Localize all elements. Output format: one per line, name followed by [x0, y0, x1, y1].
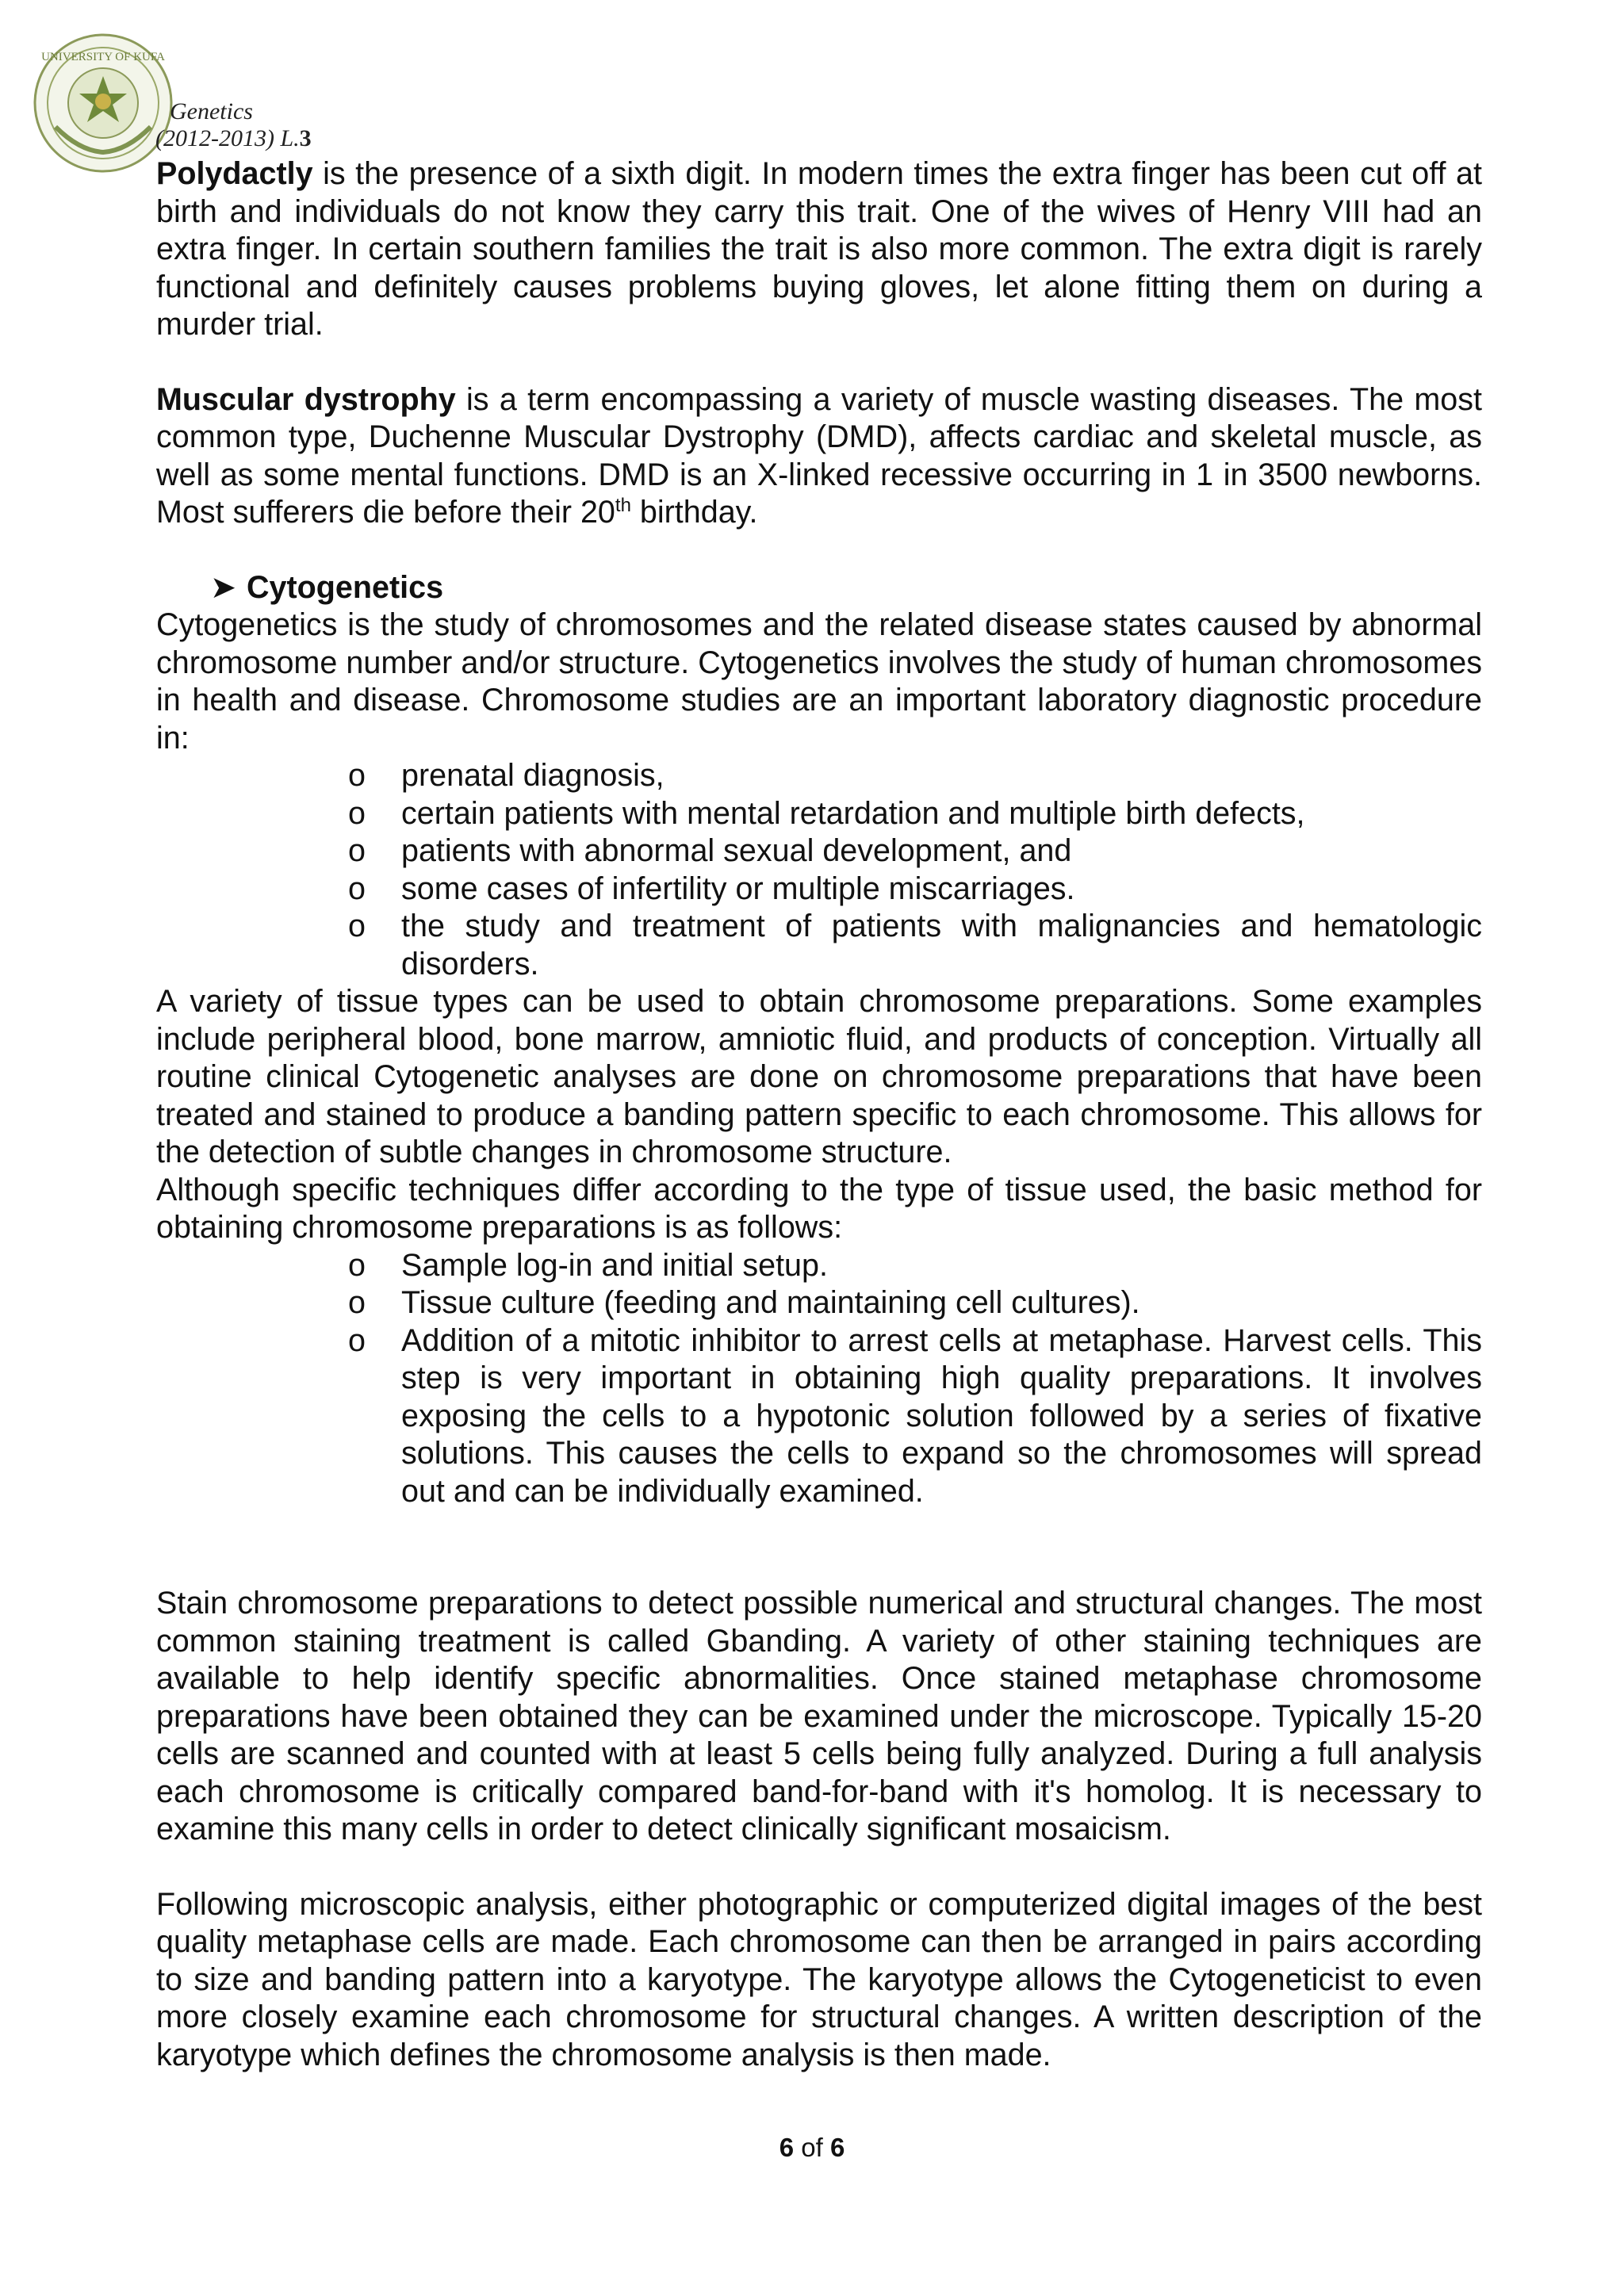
list-bullet: o: [348, 833, 366, 868]
polydactly-text: is the presence of a sixth digit. In modern times the extra finger has been cut off at birth and individuals do not know they carry this trait. One of the wives of Henry VIII had an extra finger. In certain southern families the trait is also more common. The extra digit is rarely functional and definitely causes problems buying gloves, let alone fitting them on during a murder trial.: [156, 156, 1482, 342]
list-item: [348, 795, 1482, 833]
list-bullet: o: [348, 758, 366, 793]
list-item-text: Addition of a mitotic inhibitor to arrest cells at metaphase. Harvest cells. This step is very important in obtaining high quality preparations. It involves exposing the cells to a hypotonic solution followed by a series of fixative solutions. This causes the cells to expand so the chromosomes will spread out and can be individually examined.: [401, 1322, 1482, 1509]
list-item: [348, 832, 1482, 871]
current-page: 6: [779, 2133, 795, 2162]
header-year: (2012-2013) L.: [155, 125, 300, 151]
list-item: [348, 757, 1482, 795]
method-steps-list: [156, 1247, 1482, 1511]
page-number-footer: [0, 2133, 1624, 2163]
polydactly-term: Polydactly: [156, 156, 313, 191]
arrow-bullet-icon: ➤: [210, 569, 237, 605]
cytogenetics-heading: [156, 569, 1482, 607]
page-header: [32, 32, 365, 174]
total-pages: 6: [829, 2133, 845, 2162]
list-bullet: o: [348, 871, 366, 906]
list-bullet: o: [348, 795, 366, 831]
list-item: [348, 1247, 1482, 1285]
list-item: [348, 871, 1482, 909]
ordinal-suffix: th: [615, 494, 631, 516]
tissue-types-paragraph: A variety of tissue types can be used to obtain chromosome preparations. Some examples include peripheral blood, bone marrow, amniotic fluid, and products of conception. Virtually all routine clinical Cytogenetic analyses are done on chromosome preparations that have been treated and stained to produce a banding pattern specific to each chromosome. This allows for the detection of subtle changes in chromosome structure.: [156, 984, 1482, 1169]
muscular-dystrophy-end: birthday.: [630, 495, 758, 530]
header-course-title: Genetics: [170, 98, 253, 124]
list-item-text: prenatal diagnosis,: [401, 758, 665, 793]
cytogenetics-heading-text: Cytogenetics: [247, 569, 444, 605]
list-item-text: the study and treatment of patients with malignancies and hematologic disorders.: [401, 909, 1482, 982]
list-item: [348, 908, 1482, 983]
polydactly-paragraph: [156, 155, 1482, 344]
staining-paragraph: Stain chromosome preparations to detect possible numerical and structural changes. The most common staining treatment is called Gbanding. A variety of other staining techniques are available to help identify specific abnormalities. Once stained metaphase chromosome preparations have been obtained they can be examined under the microscope. Typically 15-20 cells are scanned and counted with at least 5 cells being fully analyzed. During a full analysis each chromosome is critically compared band-for-band with it's homolog. It is necessary to examine this many cells in order to detect clinically significant mosaicism.: [156, 1586, 1482, 1846]
muscular-dystrophy-text: is a term encompassing a variety of muscle wasting diseases. The most common type, Duchenne Muscular Dystrophy (DMD), affects cardiac and skeletal muscle, as well as some mental functions. DMD is an X-linked recessive occurring in 1 in 3500 newborns. Most sufferers die before their 20: [156, 381, 1482, 530]
list-item: [348, 1322, 1482, 1511]
list-bullet: o: [348, 1322, 366, 1358]
indications-list: [156, 757, 1482, 983]
method-intro-paragraph: Although specific techniques differ according to the type of tissue used, the basic method for obtaining chromosome preparations is as follows:: [156, 1172, 1482, 1245]
list-bullet: o: [348, 909, 366, 943]
list-bullet: o: [348, 1247, 366, 1283]
list-item-text: patients with abnormal sexual development, and: [401, 833, 1072, 868]
svg-text:UNIVERSITY OF KUFA: UNIVERSITY OF KUFA: [41, 51, 165, 63]
list-item-text: certain patients with mental retardation and multiple birth defects,: [401, 795, 1305, 831]
university-seal-logo: [32, 32, 174, 174]
list-item: [348, 1284, 1482, 1322]
muscular-dystrophy-paragraph: [156, 381, 1482, 532]
list-bullet: o: [348, 1285, 366, 1320]
header-lecture-number: 3: [299, 125, 312, 151]
page-of-label: of: [801, 2133, 823, 2162]
karyotype-paragraph: Following microscopic analysis, either photographic or computerized digital images of the best quality metaphase cells are made. Each chromosome can then be arranged in pairs according to size and banding pattern into a karyotype. The karyotype allows the Cytogeneticist to even more closely examine each chromosome for structural changes. A written description of the karyotype which defines the chromosome analysis is then made.: [156, 1886, 1482, 2072]
spacer: [156, 1849, 1482, 1886]
spacer: [156, 1510, 1482, 1585]
cytogenetics-intro: Cytogenetics is the study of chromosomes and the related disease states caused by abnormal chromosome number and/or structure. Cytogenetics involves the study of human chromosomes in health and disease. Chromosome studies are an important laboratory diagnostic procedure in:: [156, 607, 1482, 756]
muscular-dystrophy-term: Muscular dystrophy: [156, 381, 456, 417]
list-item-text: some cases of infertility or multiple miscarriages.: [401, 871, 1075, 906]
list-item-text: Tissue culture (feeding and maintaining cell cultures).: [401, 1285, 1140, 1320]
spacer: [156, 344, 1482, 381]
header-year-lecture: [155, 125, 312, 152]
document-body: [156, 155, 1482, 2074]
spacer: [156, 532, 1482, 569]
list-item-text: Sample log-in and initial setup.: [401, 1247, 828, 1283]
